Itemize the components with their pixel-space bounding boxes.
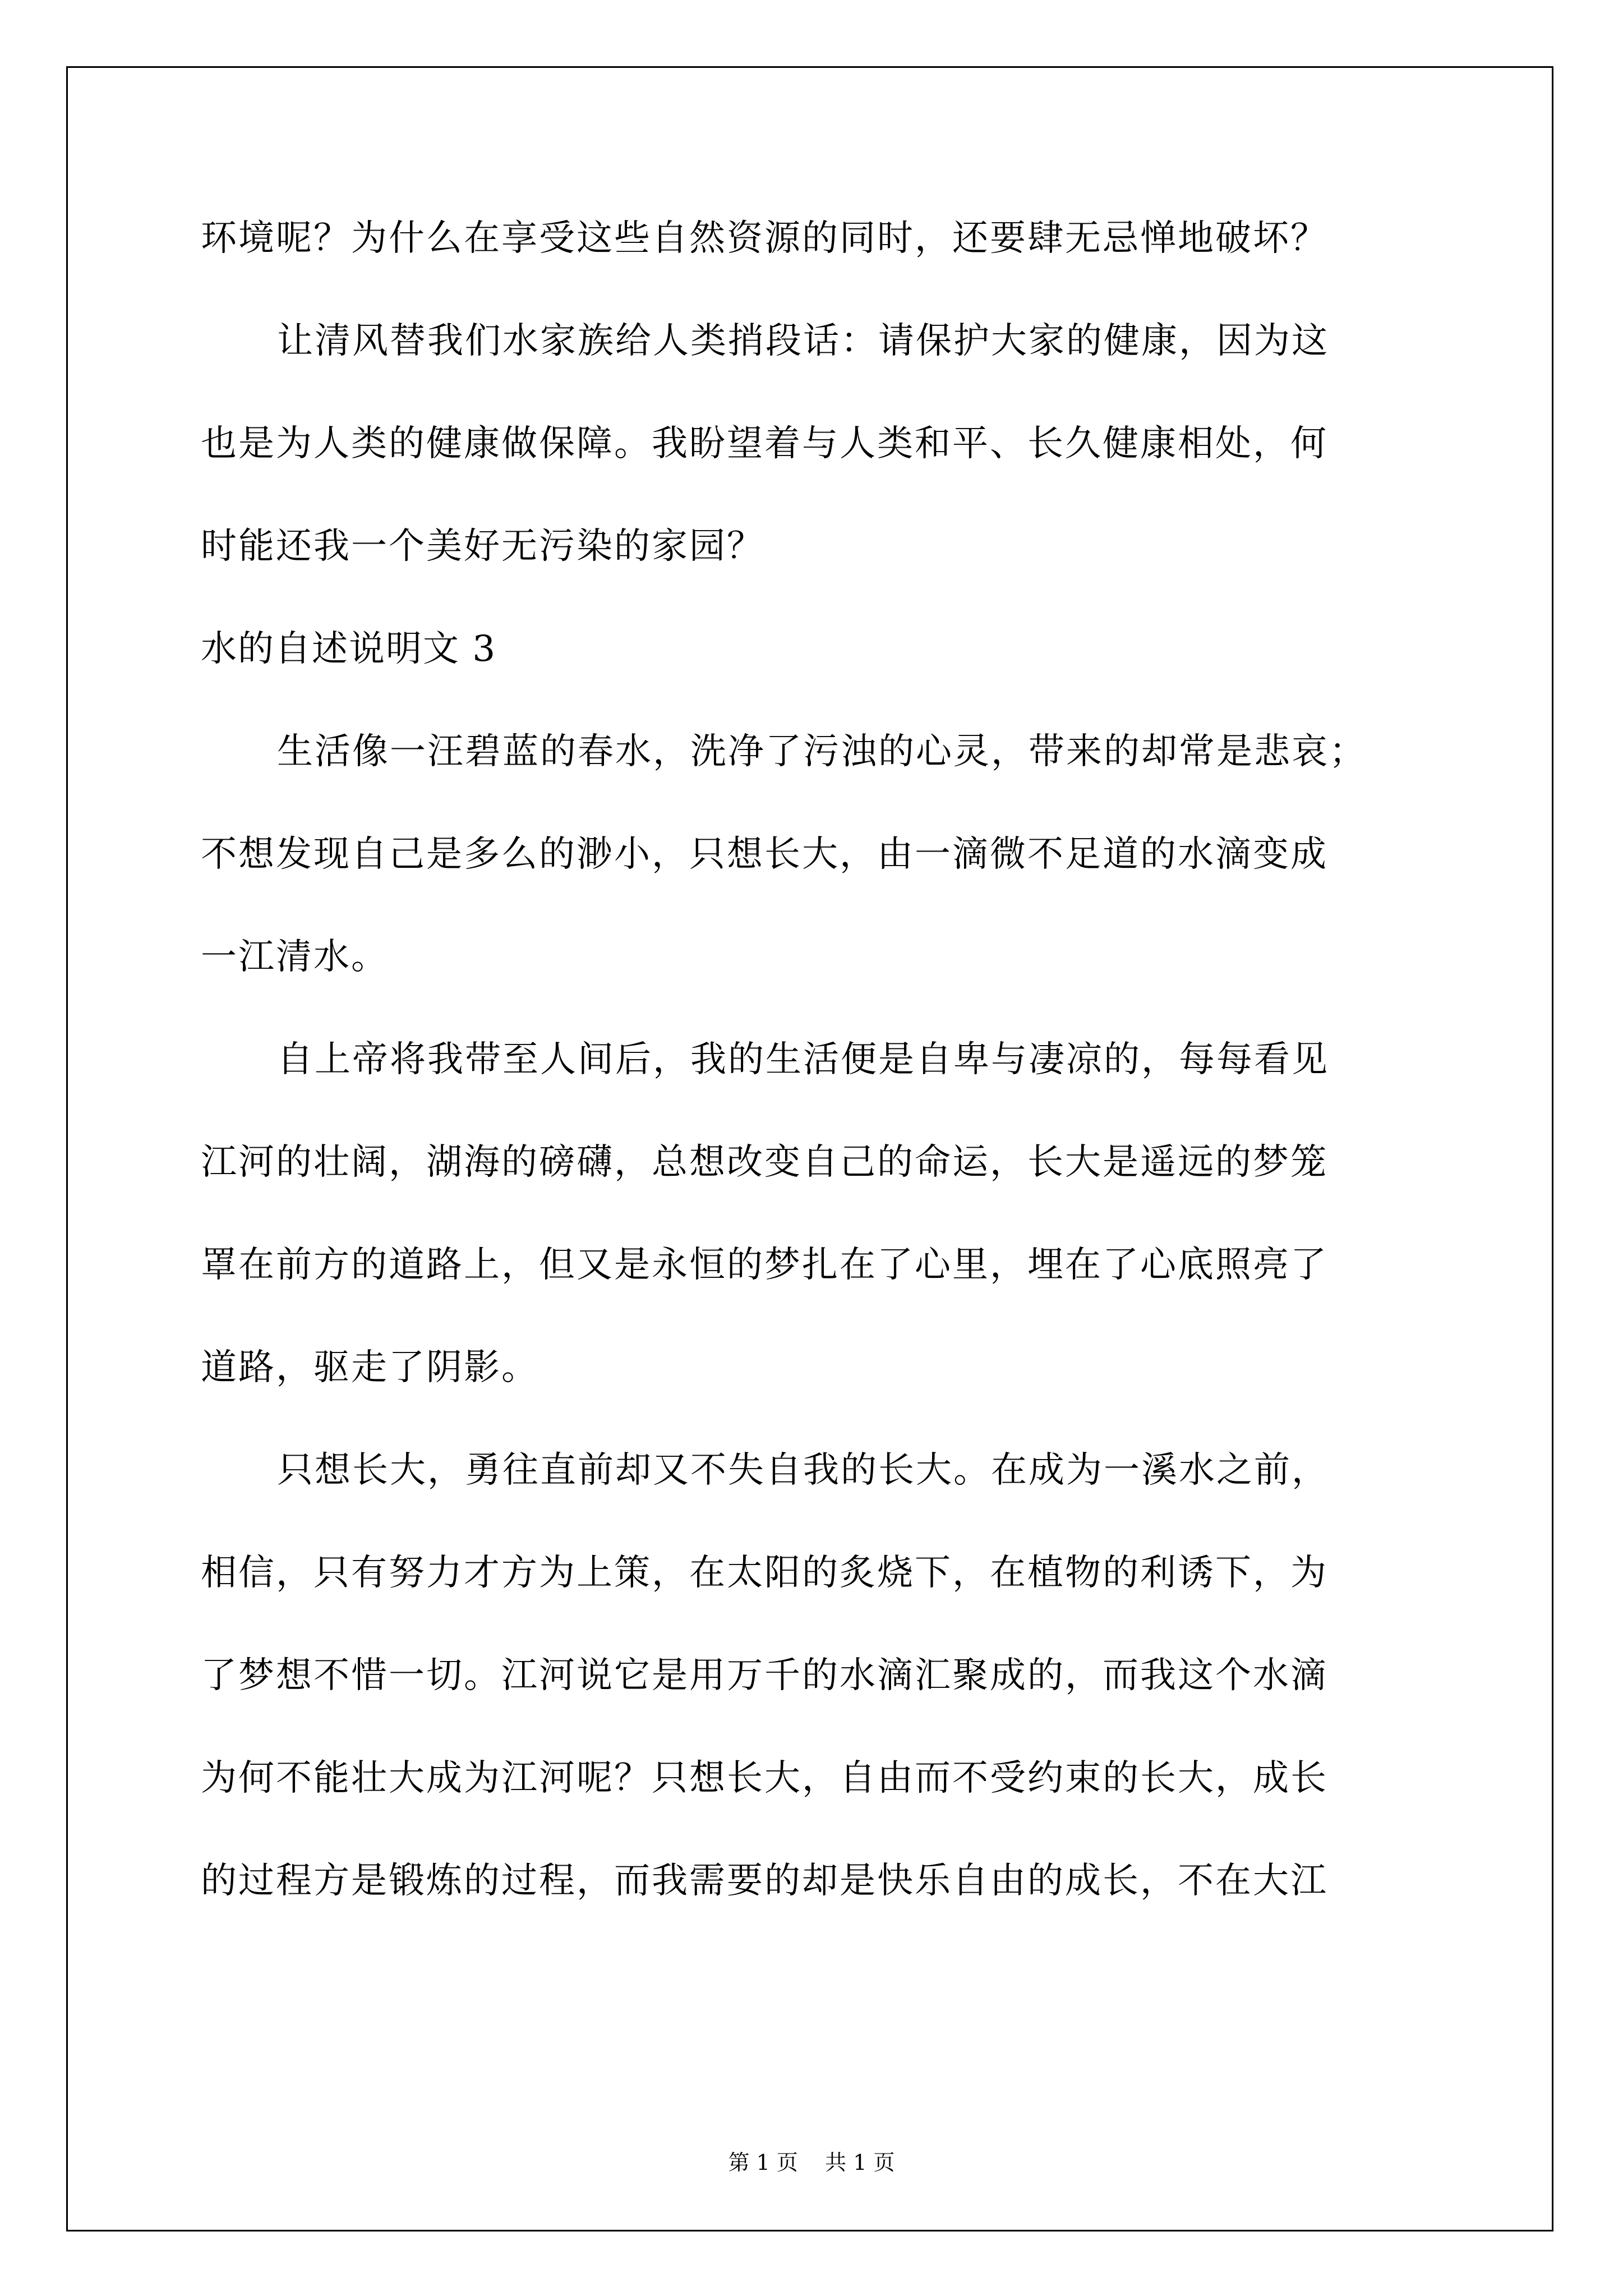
- text-line: 为何不能壮大成为江河呢？只想长大，自由而不受约束的长大，成长: [201, 1757, 1328, 1799]
- section-heading: 水的自述说明文 3: [201, 628, 497, 670]
- text-line: 不想发现自己是多么的渺小，只想长大，由一滴微不足道的水滴变成: [201, 834, 1328, 875]
- text-line: 一江清水。: [201, 936, 389, 978]
- text-line: 江河的壮阔，湖海的磅礴，总想改变自己的命运，长大是遥远的梦笼: [201, 1142, 1328, 1183]
- text-line: 时能还我一个美好无污染的家园？: [201, 526, 764, 567]
- text-line: 让清风替我们水家族给人类捎段话：请保护大家的健康，因为这: [277, 320, 1329, 362]
- text-line: 相信，只有努力才方为上策，在太阳的炙烧下，在植物的利诱下，为: [201, 1552, 1328, 1594]
- document-body: [201, 210, 1423, 1955]
- text-line: 罩在前方的道路上，但又是永恒的梦扎在了心里，埋在了心底照亮了: [201, 1244, 1328, 1286]
- text-line: 自上帝将我带至人间后，我的生活便是自卑与凄凉的，每每看见: [277, 1039, 1329, 1080]
- text-line: 的过程方是锻炼的过程，而我需要的却是快乐自由的成长，不在大江: [201, 1860, 1328, 1902]
- text-line: 了梦想不惜一切。江河说它是用万千的水滴汇聚成的，而我这个水滴: [201, 1655, 1328, 1696]
- text-line: 也是为人类的健康做保障。我盼望着与人类和平、长久健康相处，何: [201, 423, 1328, 464]
- text-line: 道路，驱走了阴影。: [201, 1347, 539, 1388]
- text-line: 只想长大，勇往直前却又不失自我的长大。在成为一溪水之前，: [277, 1450, 1329, 1491]
- text-line: 环境呢？为什么在享受这些自然资源的同时，还要肆无忌惮地破坏？: [201, 218, 1328, 259]
- text-line: 生活像一汪碧蓝的春水，洗净了污浊的心灵，带来的却常是悲哀；: [277, 731, 1367, 772]
- page-footer: 第 1 页 共 1 页: [728, 2150, 895, 2175]
